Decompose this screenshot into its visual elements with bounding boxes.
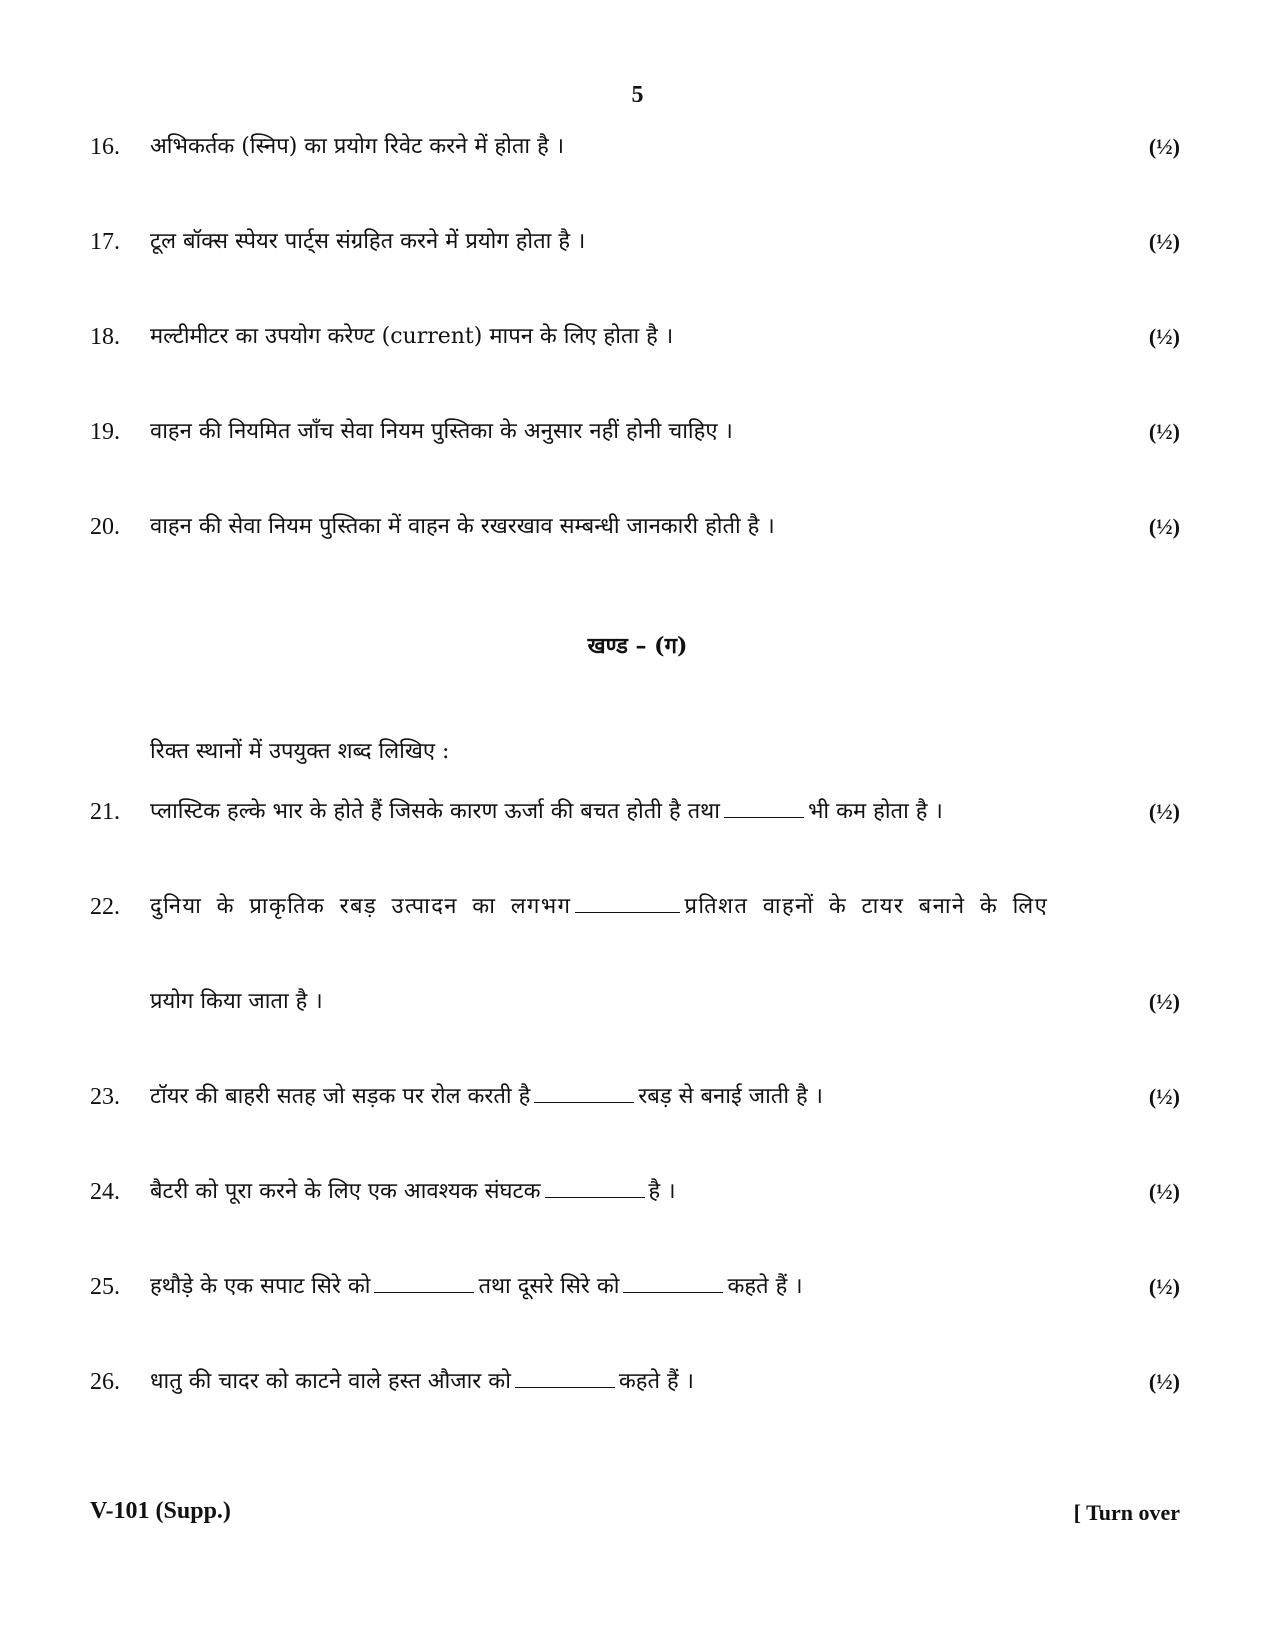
question-marks: (½) <box>1148 229 1180 254</box>
text-after-blank: भी कम होता है । <box>807 799 943 824</box>
question-marks: (½) <box>1148 1179 1180 1204</box>
question-marks: (½) <box>1148 989 1180 1014</box>
question-number: 25. <box>90 1274 120 1300</box>
question-number: 24. <box>90 1179 120 1205</box>
question-text: वाहन की सेवा नियम पुस्तिका में वाहन के रखरखाव सम्बन्धी जानकारी होती है । <box>150 514 775 539</box>
question-text <box>150 1080 823 1114</box>
question-marks: (½) <box>1148 799 1180 824</box>
question-21 <box>90 795 1180 829</box>
question-text-continued: प्रयोग किया जाता है । <box>150 989 323 1014</box>
question-text: टूल बॉक्स स्पेयर पार्ट्स संग्रहित करने में प्रयोग होता है । <box>150 229 586 254</box>
question-23 <box>90 1080 1180 1114</box>
question-18 <box>90 320 1180 354</box>
question-text <box>150 1270 803 1304</box>
question-22-continued <box>90 985 1180 1019</box>
question-number: 23. <box>90 1084 120 1110</box>
question-number: 21. <box>90 799 120 825</box>
section-instruction: रिक्त स्थानों में उपयुक्त शब्द लिखिए : <box>150 739 450 764</box>
question-number: 20. <box>90 514 120 540</box>
text-before-blank: दुनिया के प्राकृतिक रबड़ उत्पादन का लगभग <box>150 894 572 919</box>
question-25 <box>90 1270 1180 1304</box>
answer-blank <box>623 1270 723 1293</box>
text-after-blank: कहते हैं । <box>618 1369 695 1394</box>
answer-blank <box>515 1365 615 1388</box>
question-text <box>150 1365 694 1399</box>
question-16 <box>90 130 1180 164</box>
question-marks: (½) <box>1148 1369 1180 1394</box>
answer-blank <box>575 890 680 913</box>
question-number: 22. <box>90 894 120 920</box>
section-heading: खण्ड – (ग) <box>587 633 688 659</box>
question-text <box>150 890 1048 924</box>
text-after-blank: कहते हैं । <box>727 1274 803 1299</box>
text-before-blank: हथौड़े के एक सपाट सिरे को <box>150 1274 371 1299</box>
answer-blank <box>534 1080 634 1103</box>
page-number: 5 <box>631 82 644 108</box>
text-before-blank: टॉयर की बाहरी सतह जो सड़क पर रोल करती है <box>150 1084 531 1109</box>
answer-blank <box>724 795 804 818</box>
text-after-blank: है । <box>648 1179 676 1204</box>
question-17 <box>90 225 1180 259</box>
question-22 <box>90 890 1180 924</box>
turn-over-label: [ Turn over <box>1073 1500 1180 1525</box>
text-before-blank: बैटरी को पूरा करने के लिए एक आवश्यक संघटक <box>150 1179 541 1204</box>
question-marks: (½) <box>1148 324 1180 349</box>
question-number: 16. <box>90 134 120 160</box>
question-text <box>150 795 943 829</box>
text-before-blank: धातु की चादर को काटने वाले हस्त औजार को <box>150 1369 511 1394</box>
question-number: 18. <box>90 324 120 350</box>
answer-blank <box>545 1175 645 1198</box>
question-text <box>150 1175 676 1209</box>
question-19 <box>90 415 1180 449</box>
question-marks: (½) <box>1148 514 1180 539</box>
question-text: मल्टीमीटर का उपयोग करेण्ट (current) मापन के लिए होता है । <box>150 324 674 349</box>
text-after-blank: रबड़ से बनाई जाती है । <box>638 1084 824 1109</box>
question-number: 26. <box>90 1369 120 1395</box>
answer-blank <box>374 1270 474 1293</box>
text-after-blank: प्रतिशत वाहनों के टायर बनाने के लिए <box>684 894 1049 919</box>
question-text: वाहन की नियमित जाँच सेवा नियम पुस्तिका के अनुसार नहीं होनी चाहिए । <box>150 419 733 444</box>
question-text: अभिकर्तक (स्निप) का प्रयोग रिवेट करने में होता है । <box>150 134 565 159</box>
question-marks: (½) <box>1148 419 1180 444</box>
question-26 <box>90 1365 1180 1399</box>
question-number: 19. <box>90 419 120 445</box>
question-20 <box>90 510 1180 544</box>
question-number: 17. <box>90 229 120 255</box>
question-marks: (½) <box>1148 1084 1180 1109</box>
text-between-blanks: तथा दूसरे सिरे को <box>478 1274 620 1299</box>
question-marks: (½) <box>1148 134 1180 159</box>
question-marks: (½) <box>1148 1274 1180 1299</box>
question-24 <box>90 1175 1180 1209</box>
text-before-blank: प्लास्टिक हल्के भार के होते हैं जिसके कारण ऊर्जा की बचत होती है तथा <box>150 799 720 824</box>
paper-code: V-101 (Supp.) <box>90 1498 231 1524</box>
